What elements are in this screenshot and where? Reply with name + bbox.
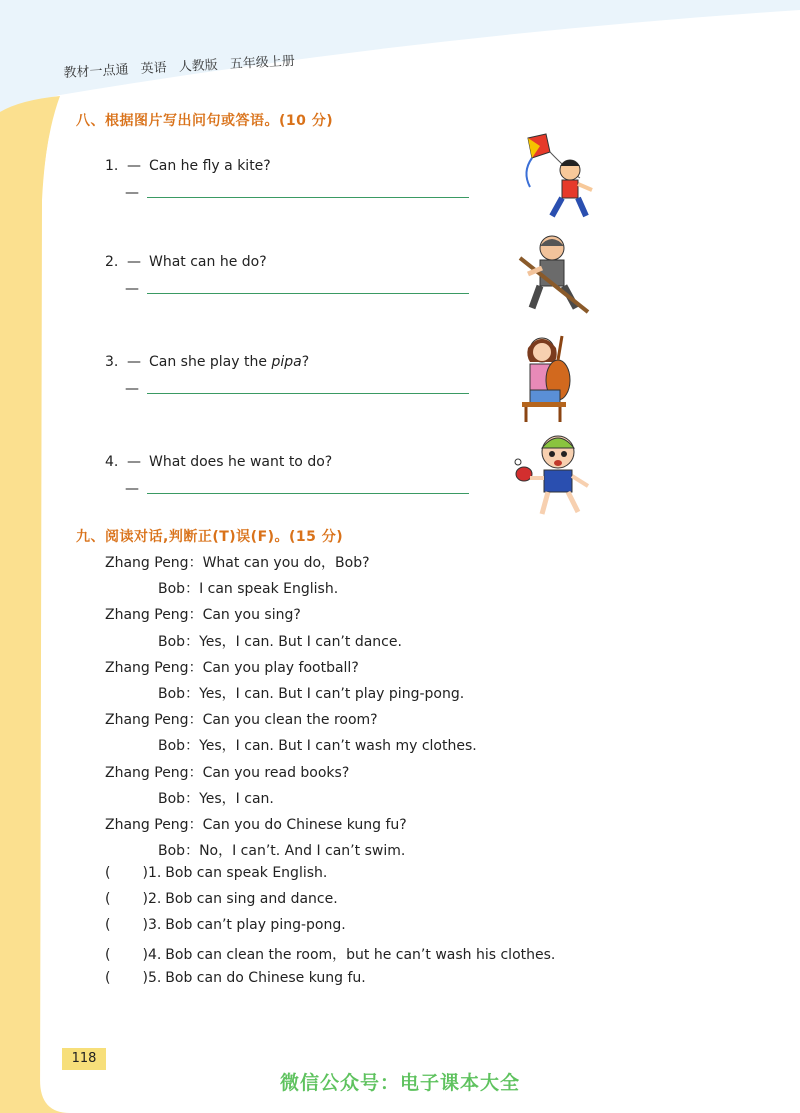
dialog-line: [158, 631, 402, 651]
answer-line-4[interactable]: [125, 481, 139, 497]
dash: —: [125, 185, 139, 201]
question-text: Can she play the: [149, 354, 272, 370]
question-1: [105, 158, 271, 174]
question-text: What does he want to do?: [149, 454, 333, 470]
dialog-line: [158, 840, 405, 860]
speaker-name: Zhang Peng: [105, 555, 189, 571]
statement-number: 1.: [147, 865, 162, 881]
statement-row: [105, 891, 338, 907]
dialog-line: [105, 814, 407, 834]
dialog-text: Can you do Chinese kung fu?: [202, 817, 407, 833]
dialog-line: [105, 552, 370, 572]
statement-row: [105, 970, 366, 986]
speaker-name: Zhang Peng: [105, 764, 189, 781]
speaker-colon: ：: [185, 843, 200, 860]
question-text: What can he do?: [149, 254, 267, 270]
statement-number: 3.: [147, 917, 162, 934]
answer-blank-open[interactable]: (: [105, 865, 111, 881]
answer-blank-close: ): [142, 865, 148, 881]
question-text: Can he fly a kite?: [149, 158, 271, 174]
speaker-colon: ：: [188, 659, 203, 676]
dialog-text: Can you play football?: [202, 659, 359, 676]
speaker-colon: ：: [188, 817, 203, 833]
boy-playing-ping-pong-image: [512, 430, 604, 520]
dialog-text: Yes，I can. But I can’t dance.: [199, 633, 402, 650]
speaker-colon: ：: [185, 738, 200, 755]
dash: —: [125, 481, 139, 497]
speaker-colon: ：: [185, 686, 200, 702]
boy-flying-kite-image: [512, 132, 602, 224]
dialog-text: Yes，I can. But I can’t wash my clothes.: [199, 738, 477, 755]
page-number: 118: [62, 1048, 106, 1070]
dash: —: [125, 381, 139, 397]
answer-blank-open[interactable]: (: [105, 917, 111, 934]
speaker-name: Bob: [158, 633, 186, 650]
speaker-name: Bob: [158, 738, 186, 755]
answer-blank-close: ): [142, 946, 148, 963]
speaker-name: Zhang Peng: [105, 817, 189, 833]
footer-watermark: 微信公众号：电子课本大全: [279, 1072, 520, 1094]
answer-line-1[interactable]: [125, 185, 139, 201]
grade: 五年级上册: [229, 53, 296, 73]
statement-number: 2.: [147, 891, 162, 908]
dash: —: [125, 281, 139, 297]
speaker-colon: ：: [188, 555, 203, 571]
book-name: 教材一点通: [63, 62, 129, 81]
answer-blank-open[interactable]: (: [105, 969, 111, 986]
statement-row: [105, 917, 346, 933]
dialog-text: What can you do，Bob?: [202, 555, 370, 571]
speaker-colon: ：: [188, 764, 203, 781]
question-number: 4.: [105, 454, 119, 470]
question-number: 3.: [105, 354, 119, 370]
dialog-line: [105, 709, 378, 729]
dialog-line: [105, 657, 359, 677]
dialog-line: [105, 762, 349, 782]
dialog-text: Can you clean the room?: [202, 712, 378, 729]
dialog-text: Yes，I can.: [199, 790, 274, 807]
dash: —: [127, 254, 141, 270]
speaker-name: Zhang Peng: [105, 607, 189, 624]
speaker-name: Bob: [158, 843, 186, 860]
statement-row: [105, 865, 327, 881]
speaker-colon: ：: [185, 581, 200, 598]
question-2: [105, 254, 267, 270]
statement-text: Bob can do Chinese kung fu.: [165, 969, 366, 986]
question-number: 2.: [105, 254, 119, 270]
edition: 人教版: [178, 57, 219, 75]
dialog-text: No，I can’t. And I can’t swim.: [199, 843, 406, 860]
question-number: 1.: [105, 158, 119, 174]
dialog-line: [158, 788, 274, 808]
girl-playing-pipa-image: [514, 328, 578, 424]
dialog-text: I can speak English.: [199, 581, 339, 598]
question-text-end: ?: [301, 354, 310, 370]
section-8-title: 八、根据图片写出问句或答语。(10 分): [76, 113, 334, 129]
statement-text: Bob can clean the room，but he can’t wash his clothes.: [165, 946, 556, 963]
dialog-line: [158, 578, 338, 598]
question-text-italic: pipa: [271, 354, 302, 370]
speaker-colon: ：: [185, 790, 200, 807]
subject: 英语: [140, 60, 168, 77]
answer-line-2[interactable]: [125, 281, 139, 297]
dialog-line: [105, 604, 301, 624]
statement-text: Bob can sing and dance.: [165, 891, 338, 908]
answer-line-3[interactable]: [125, 381, 139, 397]
answer-blank-close: ): [142, 891, 148, 908]
dash: —: [127, 354, 141, 370]
statement-text: Bob can speak English.: [165, 865, 328, 881]
statement-row: [105, 944, 555, 964]
speaker-name: Zhang Peng: [105, 659, 189, 676]
dialog-text: Can you read books?: [202, 764, 350, 781]
speaker-colon: ：: [188, 712, 203, 729]
speaker-name: Zhang Peng: [105, 712, 189, 729]
statement-text: Bob can’t play ping-pong.: [165, 917, 346, 934]
speaker-colon: ：: [185, 633, 200, 650]
dash: —: [127, 158, 141, 174]
man-kung-fu-image: [514, 228, 594, 318]
speaker-name: Bob: [158, 790, 186, 807]
dialog-text: Can you sing?: [202, 607, 301, 624]
speaker-name: Bob: [158, 581, 186, 598]
question-3: [105, 354, 309, 370]
dialog-text: Yes，I can. But I can’t play ping-pong.: [199, 686, 465, 702]
dialog-line: [158, 683, 464, 703]
answer-blank-close: ): [142, 969, 148, 986]
statement-number: 4.: [147, 946, 162, 963]
speaker-name: Bob: [158, 686, 186, 702]
answer-blank-open[interactable]: (: [105, 891, 111, 908]
statement-number: 5.: [147, 969, 162, 986]
dash: —: [127, 454, 141, 470]
question-4: [105, 454, 332, 470]
answer-blank-open[interactable]: (: [105, 946, 111, 963]
answer-blank-close: ): [142, 917, 148, 934]
speaker-colon: ：: [188, 607, 203, 624]
dialog-line: [158, 735, 477, 755]
section-9-title: 九、阅读对话,判断正(T)误(F)。(15 分): [76, 529, 344, 545]
